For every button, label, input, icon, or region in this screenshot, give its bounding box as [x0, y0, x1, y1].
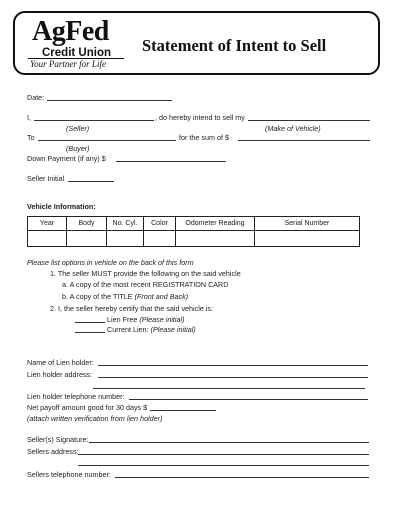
instruction-1b-note: (Front and Back) — [134, 292, 189, 301]
lien-holder-phone-field[interactable] — [129, 399, 368, 400]
current-lien-text — [107, 326, 196, 333]
options-note: Please list options in vehicle on the back of this form — [27, 258, 194, 267]
instruction-1b-text: b. A copy of the TITLE — [62, 292, 133, 301]
lien-holder-phone-label: Lien holder telephone number: — [27, 392, 125, 401]
down-payment-label: Down Payment (if any) $ — [27, 154, 106, 163]
lien-free-note: (Please initial) — [139, 315, 185, 324]
document-title: Statement of Intent to Sell — [142, 36, 327, 55]
lien-free-text — [107, 316, 185, 323]
current-lien-note: (Please initial) — [150, 325, 196, 334]
payoff-note: (attach written verification from lien holder) — [27, 414, 163, 423]
seller-signature-label: Seller(s) Signature: — [27, 435, 89, 444]
intent-text: , do hereby intend to sell my — [155, 113, 245, 122]
seller-address-label: Sellers address: — [27, 447, 79, 456]
lien-free-label: Lien Free — [107, 315, 138, 324]
vehicle-table-header-row — [28, 217, 360, 231]
date-label: Date: — [27, 93, 45, 102]
col-year: Year — [28, 217, 67, 231]
cylinders-cell[interactable] — [107, 231, 144, 247]
vehicle-make-field[interactable] — [248, 120, 370, 121]
date-field[interactable] — [47, 100, 172, 101]
lien-holder-address-label: Lien holder address: — [27, 370, 93, 379]
buyer-caption: (Buyer) — [66, 144, 90, 153]
col-cylinders: No. Cyl. — [107, 217, 144, 231]
to-label: To — [27, 133, 35, 142]
lien-holder-name-label: Name of Lien holder: — [27, 358, 94, 367]
sum-field[interactable] — [238, 140, 370, 141]
seller-phone-field[interactable] — [115, 477, 369, 478]
lien-free-initial-field[interactable] — [75, 322, 105, 323]
seller-caption: (Seller) — [66, 124, 90, 133]
lien-holder-name-field[interactable] — [98, 365, 368, 366]
col-odometer: Odometer Reading — [176, 217, 255, 231]
body-cell[interactable] — [67, 231, 107, 247]
lien-holder-address-field-1[interactable] — [98, 377, 368, 378]
col-body: Body — [67, 217, 107, 231]
logo-wordmark: AgFed — [32, 16, 109, 47]
seller-prefix: I, — [27, 113, 31, 122]
instruction-1b — [62, 293, 188, 300]
seller-phone-label: Sellers telephone number: — [27, 470, 111, 479]
payoff-amount-field[interactable] — [150, 410, 216, 411]
seller-name-field[interactable] — [34, 120, 154, 121]
vehicle-info-table — [27, 216, 360, 247]
odometer-cell[interactable] — [176, 231, 255, 247]
instruction-1a: a. A copy of the most recent REGISTRATION CARD — [62, 280, 229, 289]
current-lien-label: Current Lien: — [107, 325, 149, 334]
seller-initial-field[interactable] — [68, 181, 114, 182]
current-lien-initial-field[interactable] — [75, 332, 105, 333]
logo-subtitle: Credit Union — [42, 47, 111, 59]
down-payment-field[interactable] — [116, 161, 226, 162]
lien-holder-address-field-2[interactable] — [93, 388, 365, 389]
seller-initial-label: Seller Initial — [27, 174, 65, 183]
instruction-1: 1. The seller MUST provide the following on the said vehicle — [50, 269, 241, 278]
col-color: Color — [144, 217, 176, 231]
seller-address-field-1[interactable] — [78, 454, 369, 455]
color-cell[interactable] — [144, 231, 176, 247]
instruction-2: 2. I, the seller hereby certify that the said vehicle is: — [50, 304, 213, 313]
seller-address-field-2[interactable] — [78, 465, 369, 466]
buyer-name-field[interactable] — [38, 140, 176, 141]
logo-tagline: Your Partner for Life — [30, 59, 106, 69]
year-cell[interactable] — [28, 231, 67, 247]
vehicle-make-caption: (Make of Vehicle) — [265, 124, 321, 133]
payoff-label: Net payoff amount good for 30 days $ — [27, 403, 148, 412]
sum-label: for the sum of $ — [179, 133, 229, 142]
serial-cell[interactable] — [255, 231, 360, 247]
vehicle-table-entry-row[interactable] — [28, 231, 360, 247]
vehicle-info-heading: Vehicle Information: — [27, 202, 96, 211]
seller-signature-field[interactable] — [89, 442, 369, 443]
col-serial: Serial Number — [255, 217, 360, 231]
